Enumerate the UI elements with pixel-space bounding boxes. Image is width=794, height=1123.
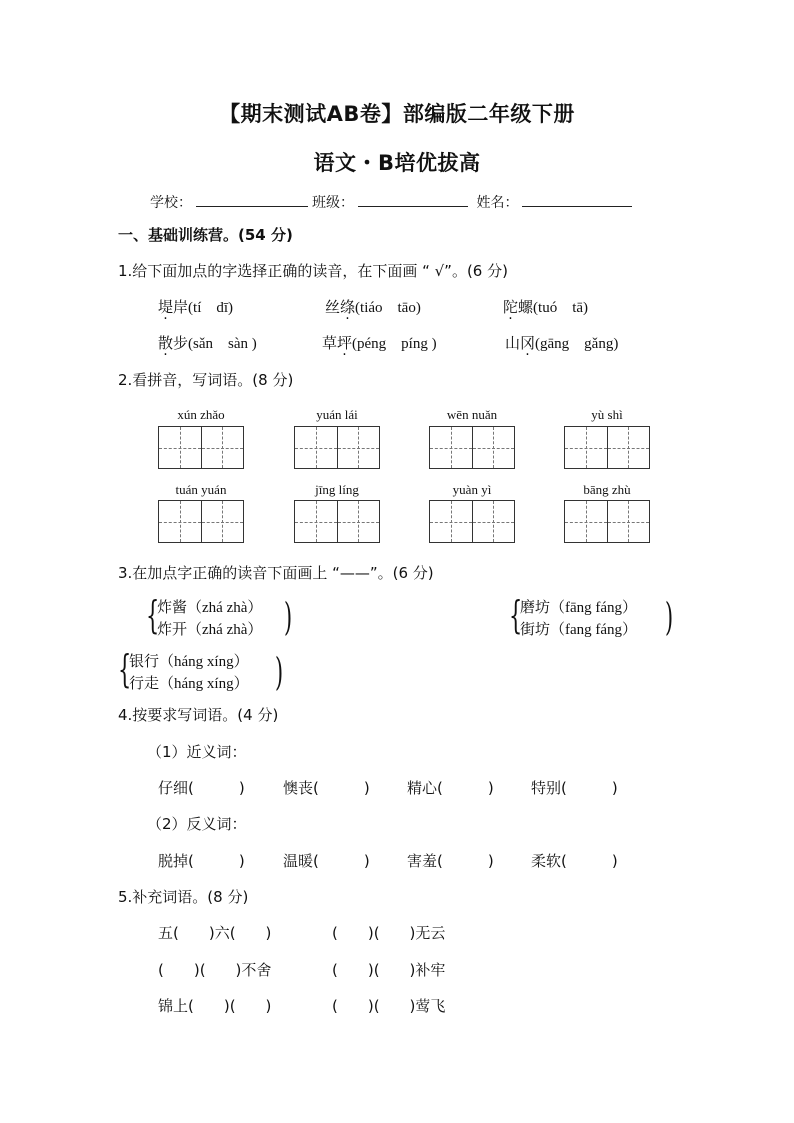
right-paren: ): [284, 595, 293, 639]
answer-blank[interactable]: 柔软( ): [531, 852, 618, 870]
answer-blank[interactable]: 脱掉( ): [158, 852, 245, 870]
section-heading: 一、基础训练营。(54 分): [118, 226, 293, 244]
synonym-heading: （1）近义词：: [147, 743, 247, 761]
answer-blank[interactable]: 仔细( ): [158, 779, 245, 797]
idiom-blank[interactable]: ( )( )无云: [332, 924, 446, 942]
writing-grid[interactable]: [294, 426, 380, 469]
left-brace: {: [509, 593, 523, 637]
pinyin-label: yuàn yì: [452, 482, 492, 497]
school-label: 学校：: [150, 195, 192, 211]
pinyin-label: bāng zhù: [583, 482, 631, 497]
answer-blank[interactable]: 特别( ): [531, 779, 618, 797]
name-label: 姓名：: [476, 195, 519, 211]
writing-grid[interactable]: [158, 426, 244, 469]
writing-grid[interactable]: [158, 500, 244, 543]
q3-line: 行走（háng xíng）: [129, 676, 249, 692]
pinyin-label: xún zhǎo: [177, 407, 225, 422]
q3-line: 炸酱（zhá zhà）: [157, 600, 263, 616]
answer-blank[interactable]: 精心( ): [407, 779, 494, 797]
question-4-label: 4.按要求写词语。(4 分): [118, 706, 279, 724]
answer-blank[interactable]: 懊丧( ): [283, 779, 370, 797]
answer-blank[interactable]: 温暖( ): [283, 852, 370, 870]
q3-line: 街坊（fang fáng）: [520, 622, 638, 638]
q1-item: 堤岸(tí dī): [158, 298, 234, 316]
class-field[interactable]: [358, 192, 468, 207]
q3-line: 银行（háng xíng）: [129, 654, 249, 670]
writing-grid[interactable]: [564, 500, 650, 543]
pinyin-label: yuán lái: [316, 407, 358, 422]
left-brace: {: [118, 647, 132, 691]
idiom-blank[interactable]: ( )( )补牢: [332, 961, 446, 979]
writing-grid[interactable]: [429, 500, 515, 543]
antonym-heading: （2）反义词：: [147, 815, 247, 833]
q1-item: 丝绦(tiáo tāo): [325, 298, 421, 316]
right-paren: ): [275, 650, 284, 694]
school-field[interactable]: [196, 192, 308, 207]
question-1-label: 1.给下面加点的字选择正确的读音，在下面画 “ √”。(6 分): [118, 262, 508, 280]
q1-item: 散步(sǎn sàn ): [158, 334, 257, 352]
page-title: 【期末测试AB卷】部编版二年级下册: [219, 102, 575, 126]
writing-grid[interactable]: [294, 500, 380, 543]
class-label: 班级：: [312, 195, 354, 211]
idiom-blank[interactable]: ( )( )莺飞: [332, 997, 446, 1015]
question-2-label: 2.看拼音，写词语。(8 分): [118, 371, 294, 389]
writing-grid[interactable]: [429, 426, 515, 469]
q1-item: 山冈(gāng gǎng): [505, 334, 619, 352]
question-5-label: 5.补充词语。(8 分): [118, 888, 249, 906]
q1-item: 草坪(péng píng ): [322, 334, 437, 352]
idiom-blank[interactable]: 五( )六( ): [158, 924, 272, 942]
pinyin-label: wēn nuǎn: [446, 407, 498, 422]
pinyin-label: tuán yuán: [175, 482, 227, 497]
question-3-label: 3.在加点字正确的读音下面画上 “——”。(6 分): [118, 564, 434, 582]
pinyin-label: jīng líng: [315, 482, 359, 497]
idiom-blank[interactable]: 锦上( )( ): [158, 997, 272, 1015]
left-brace: {: [146, 593, 160, 637]
student-info-row: [150, 192, 636, 212]
page-subtitle: 语文・B培优拔高: [313, 151, 481, 175]
q3-line: 磨坊（fāng fáng）: [520, 600, 638, 616]
writing-grid[interactable]: [564, 426, 650, 469]
answer-blank[interactable]: 害羞( ): [407, 852, 494, 870]
idiom-blank[interactable]: ( )( )不舍: [158, 961, 272, 979]
name-field[interactable]: [522, 192, 632, 207]
q1-item: 陀螺(tuó tā): [503, 298, 589, 316]
right-paren: ): [665, 595, 674, 639]
pinyin-label: yù shì: [591, 407, 623, 422]
q3-line: 炸开（zhá zhà）: [157, 622, 263, 638]
